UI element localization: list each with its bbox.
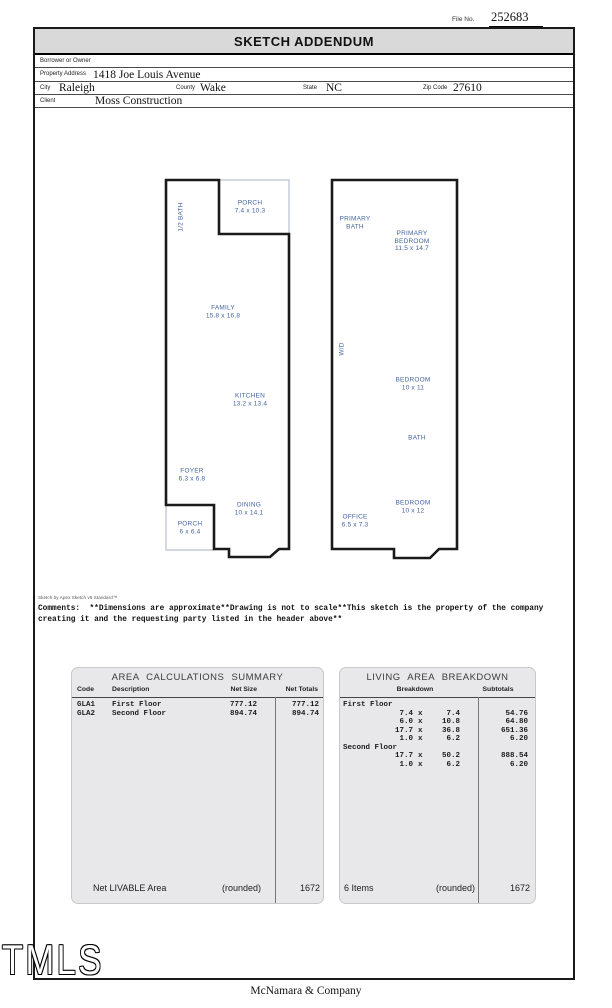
col-net-totals: Net Totals (285, 686, 318, 693)
cell-description: Second Floor (112, 710, 167, 718)
state-label: State (303, 84, 318, 91)
file-no-label: File No. (452, 16, 475, 23)
cell-b: 7.4 (446, 709, 460, 718)
section-name: First Floor (343, 701, 393, 709)
cell-b: 6.2 (446, 760, 460, 769)
room-dims: 6.3 x 6.8 (178, 475, 206, 482)
cell-subtotal: 651.36 (500, 726, 528, 735)
room-name: FOYER (180, 467, 204, 475)
cell-code: GLA2 (77, 710, 96, 718)
room-label-wd (338, 342, 346, 355)
property-address-label: Property Address (40, 71, 87, 77)
room-dims: 6 x 6.4 (179, 528, 201, 535)
cell-b: 36.8 (441, 726, 460, 735)
cell-description: First Floor (112, 701, 162, 709)
room-name: BEDROOM (395, 376, 431, 384)
cell-b: 6.2 (446, 735, 460, 743)
header-rule (340, 697, 535, 698)
file-no-value: 252683 (489, 10, 543, 27)
cell-net-size: 894.74 (229, 710, 257, 718)
county-value: Wake (200, 82, 226, 94)
room-label-office (342, 514, 369, 529)
tmls-logo: TMLS (2, 936, 104, 983)
room-label-family (206, 305, 240, 320)
room-name: OFFICE (342, 513, 368, 521)
room-name: DINING (237, 501, 261, 509)
footer-total: 1672 (299, 883, 320, 893)
cell-a: 6.0 (399, 718, 413, 726)
room-dims: 11.5 x 14.7 (395, 244, 429, 252)
cell-a: 1.0 (399, 735, 413, 743)
cell-op: x (418, 726, 423, 735)
footer-rounded: (rounded) (221, 883, 261, 893)
room-label-half-bath (177, 202, 185, 231)
cell-op: x (418, 735, 423, 743)
room-name: KITCHEN (235, 392, 265, 400)
cell-op: x (418, 718, 423, 726)
zip-label: Zip Code (423, 84, 448, 91)
room-label-porch-lower (178, 521, 202, 536)
cell-subtotal: 54.76 (505, 709, 528, 718)
cell-net-size: 777.12 (229, 701, 257, 709)
page-title: SKETCH ADDENDUM (35, 29, 573, 55)
footer-rounded: (rounded) (435, 883, 475, 893)
footer-label: 6 Items (344, 883, 374, 893)
sketch-credit: Sketch by Apex Sketch v5 Standard™ (38, 595, 118, 600)
zip-value: 27610 (453, 82, 482, 94)
col-net-size: Net Size (230, 686, 257, 693)
room-dims: 10 x 14.1 (234, 509, 264, 516)
room-label-porch-upper (235, 200, 266, 215)
cell-code: GLA1 (77, 701, 96, 709)
room-name: BEDROOM (395, 499, 431, 507)
cell-subtotal: 6.20 (509, 760, 528, 769)
cell-a: 1.0 (399, 760, 413, 769)
breakdown-row (340, 761, 535, 770)
room-name: PRIMARY BEDROOM (394, 229, 430, 245)
county-label: County (176, 84, 196, 91)
cell-net-totals: 777.12 (291, 701, 319, 709)
room-name: PRIMARY BATH (339, 215, 371, 230)
cell-b: 10.8 (441, 718, 460, 726)
room-name: PORCH (237, 199, 263, 207)
city-value: Raleigh (59, 82, 95, 94)
state-value: NC (326, 82, 342, 94)
living-area-breakdown-table (339, 667, 536, 904)
table-header (72, 686, 323, 697)
room-name: 1/2 BATH (177, 202, 185, 232)
city-label: City (40, 84, 51, 91)
room-dims: 7.4 x 10.3 (234, 207, 266, 214)
room-label-primary-bedroom (387, 230, 437, 253)
comments (38, 604, 568, 625)
cell-subtotal: 6.20 (509, 735, 528, 743)
cell-subtotal: 64.80 (505, 718, 528, 726)
col-code: Code (77, 686, 94, 693)
table-title: LIVING AREA BREAKDOWN (366, 672, 509, 683)
cell-net-totals: 894.74 (291, 710, 319, 718)
room-name: W/D (338, 342, 346, 356)
cell-a: 17.7 (394, 752, 413, 760)
document-border (33, 27, 575, 980)
room-name: FAMILY (211, 304, 235, 312)
client-label: Client (40, 97, 56, 104)
cell-a: 7.4 (399, 709, 413, 718)
room-label-bedroom-1 (396, 377, 431, 392)
footer-total: 1672 (509, 883, 530, 893)
room-dims: 10 x 11 (401, 384, 425, 391)
first-floor-outline (166, 180, 289, 557)
room-name: PORCH (177, 520, 203, 528)
col-breakdown: Breakdown (396, 686, 434, 693)
borrower-label: Borrower or Owner (40, 58, 91, 64)
client-value: Moss Construction (95, 95, 183, 107)
property-address-value: 1418 Joe Louis Avenue (93, 69, 201, 81)
room-label-bath (408, 434, 426, 442)
section-name: Second Floor (343, 743, 398, 752)
room-label-bedroom-2 (396, 500, 431, 515)
room-label-primary-bath (330, 216, 380, 231)
room-dims: 15.8 x 16.8 (205, 312, 241, 319)
room-dims: 13.2 x 13.4 (232, 400, 268, 407)
room-name: BATH (408, 434, 426, 442)
cell-op: x (418, 709, 423, 718)
col-description: Description (112, 686, 150, 693)
company-name: McNamara & Company (250, 985, 362, 997)
room-label-kitchen (233, 393, 267, 408)
room-label-dining (235, 502, 264, 517)
room-label-foyer (179, 468, 206, 483)
table-header (340, 686, 535, 697)
cell-b: 50.2 (441, 752, 460, 760)
table-title: AREA CALCULATIONS SUMMARY (111, 672, 284, 683)
header-rule (72, 697, 323, 698)
table-row (72, 710, 323, 719)
col-subtotals: Subtotals (482, 686, 514, 693)
footer-label: Net LIVABLE Area (93, 883, 167, 893)
cell-a: 17.7 (394, 726, 413, 735)
room-dims: 6.5 x 7.3 (341, 521, 369, 528)
cell-subtotal: 888.54 (500, 752, 528, 760)
totals-divider (275, 697, 276, 903)
table-row (72, 701, 323, 710)
cell-op: x (418, 752, 423, 760)
area-calculations-summary-table (71, 667, 324, 904)
room-dims: 10 x 12 (401, 507, 425, 514)
comments-label: Comments: (38, 605, 81, 613)
table-footer (72, 883, 323, 895)
cell-op: x (418, 760, 423, 769)
comments-text: **Dimensions are approximate**Drawing is not to scale**This sketch is the property of the company creating it and the requesting party listed in the header above** (38, 605, 544, 624)
table-footer (340, 883, 535, 895)
